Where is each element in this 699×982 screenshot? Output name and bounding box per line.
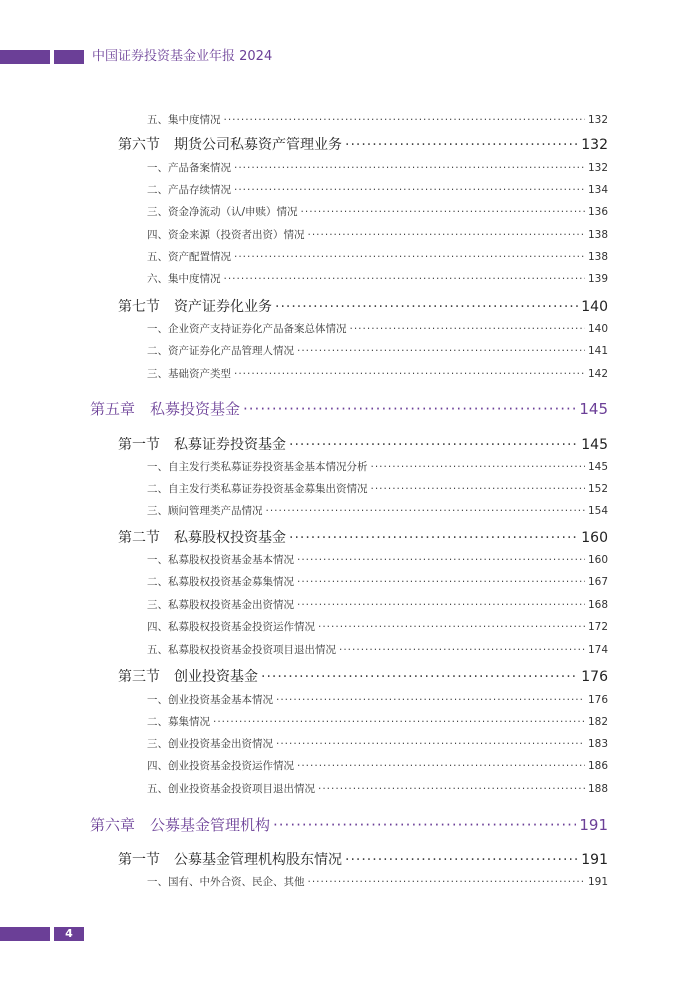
toc-chapter-entry[interactable] <box>90 398 608 419</box>
toc-entry-page: 182 <box>587 716 608 728</box>
toc-leader-dots <box>266 505 585 517</box>
toc-entry-title: 六、集中度情况 <box>147 273 221 285</box>
toc-entry-title: 一、自主发行类私募证券投资基金基本情况分析 <box>147 461 368 473</box>
toc-leader-dots <box>261 669 578 685</box>
toc-section-entry[interactable] <box>118 849 608 869</box>
toc-sub-entry[interactable] <box>147 160 608 175</box>
toc-sub-entry[interactable] <box>147 714 608 729</box>
toc-leader-dots <box>224 273 585 285</box>
toc-sub-entry[interactable] <box>147 481 608 496</box>
toc-section-entry[interactable] <box>118 134 608 154</box>
toc-entry-title: 第六章 公募基金管理机构 <box>90 816 271 834</box>
toc-leader-dots <box>243 400 576 418</box>
toc-sub-entry[interactable] <box>147 227 608 242</box>
page-number: 4 <box>54 927 84 941</box>
toc-chapter-entry[interactable] <box>90 814 608 835</box>
toc-entry-title: 第二节 私募股权投资基金 <box>118 530 286 546</box>
toc-entry-title: 五、私募股权投资基金投资项目退出情况 <box>147 644 336 656</box>
toc-leader-dots <box>308 876 585 888</box>
toc-entry-page: 154 <box>587 505 608 517</box>
toc-entry-title: 四、创业投资基金投资运作情况 <box>147 760 294 772</box>
toc-entry-page: 140 <box>587 323 608 335</box>
toc-entry-page: 186 <box>587 760 608 772</box>
toc-sub-entry[interactable] <box>147 781 608 796</box>
toc-leader-dots <box>289 530 578 546</box>
toc-entry-title: 第六节 期货公司私募资产管理业务 <box>118 137 342 153</box>
toc-entry-page: 138 <box>587 229 608 241</box>
toc-entry-title: 二、资产证券化产品管理人情况 <box>147 345 294 357</box>
toc-leader-dots <box>276 738 585 750</box>
toc-sub-entry[interactable] <box>147 112 608 127</box>
toc-sub-entry[interactable] <box>147 459 608 474</box>
toc-sub-entry[interactable] <box>147 503 608 518</box>
toc-leader-dots <box>318 783 585 795</box>
toc-entry-title: 一、国有、中外合资、民企、其他 <box>147 876 305 888</box>
toc-entry-title: 二、募集情况 <box>147 716 210 728</box>
toc-entry-title: 第三节 创业投资基金 <box>118 669 258 685</box>
toc-entry-title: 二、私募股权投资基金募集情况 <box>147 576 294 588</box>
toc-entry-page: 191 <box>587 876 608 888</box>
toc-entry-page: 188 <box>587 783 608 795</box>
toc-entry-page: 176 <box>587 694 608 706</box>
toc-leader-dots <box>308 229 585 241</box>
toc-entry-title: 第五章 私募投资基金 <box>90 400 241 418</box>
toc-sub-entry[interactable] <box>147 758 608 773</box>
toc-sub-entry[interactable] <box>147 343 608 358</box>
toc-entry-page: 142 <box>587 368 608 380</box>
toc-entry-page: 138 <box>587 251 608 263</box>
toc-entry-page: 160 <box>581 530 608 546</box>
toc-sub-entry[interactable] <box>147 204 608 219</box>
toc-sub-entry[interactable] <box>147 552 608 567</box>
toc-sub-entry[interactable] <box>147 874 608 889</box>
toc-leader-dots <box>371 483 585 495</box>
toc-entry-page: 132 <box>587 162 608 174</box>
toc-leader-dots <box>297 554 585 566</box>
toc-entry-page: 145 <box>587 461 608 473</box>
toc-entry-page: 140 <box>581 299 608 315</box>
toc-leader-dots <box>234 368 585 380</box>
toc-entry-page: 167 <box>587 576 608 588</box>
toc-leader-dots <box>297 576 585 588</box>
toc-entry-title: 五、创业投资基金投资项目退出情况 <box>147 783 315 795</box>
toc-sub-entry[interactable] <box>147 692 608 707</box>
toc-leader-dots <box>275 299 578 315</box>
toc-leader-dots <box>276 694 585 706</box>
toc-leader-dots <box>224 114 585 126</box>
toc-leader-dots <box>234 251 585 263</box>
toc-entry-page: 141 <box>587 345 608 357</box>
toc-leader-dots <box>213 716 585 728</box>
toc-entry-page: 160 <box>587 554 608 566</box>
toc-entry-title: 第七节 资产证券化业务 <box>118 299 272 315</box>
toc-entry-title: 一、创业投资基金基本情况 <box>147 694 273 706</box>
toc-section-entry[interactable] <box>118 434 608 454</box>
toc-sub-entry[interactable] <box>147 642 608 657</box>
toc-sub-entry[interactable] <box>147 366 608 381</box>
toc-entry-page: 152 <box>587 483 608 495</box>
toc-entry-title: 四、私募股权投资基金投资运作情况 <box>147 621 315 633</box>
toc-entry-title: 三、私募股权投资基金出资情况 <box>147 599 294 611</box>
toc-entry-page: 176 <box>581 669 608 685</box>
toc-entry-title: 四、资金来源（投资者出资）情况 <box>147 229 305 241</box>
toc-sub-entry[interactable] <box>147 271 608 286</box>
toc-entry-title: 二、产品存续情况 <box>147 184 231 196</box>
toc-entry-title: 二、自主发行类私募证券投资基金募集出资情况 <box>147 483 368 495</box>
toc-entry-page: 134 <box>587 184 608 196</box>
toc-entry-title: 五、集中度情况 <box>147 114 221 126</box>
toc-entry-title: 一、企业资产支持证券化产品备案总体情况 <box>147 323 347 335</box>
toc-leader-dots <box>234 184 585 196</box>
toc-leader-dots <box>345 852 578 868</box>
toc-leader-dots <box>297 760 585 772</box>
toc-sub-entry[interactable] <box>147 182 608 197</box>
toc-entry-title: 一、产品备案情况 <box>147 162 231 174</box>
toc-entry-page: 139 <box>587 273 608 285</box>
toc-section-entry[interactable] <box>118 666 608 686</box>
toc-entry-title: 三、资金净流动（认/申赎）情况 <box>147 206 298 218</box>
footer-bar <box>0 927 50 941</box>
toc-section-entry[interactable] <box>118 527 608 547</box>
toc-leader-dots <box>297 599 585 611</box>
toc-leader-dots <box>289 437 578 453</box>
toc-entry-page: 183 <box>587 738 608 750</box>
toc-entry-page: 191 <box>579 816 608 834</box>
toc-entry-title: 三、创业投资基金出资情况 <box>147 738 273 750</box>
toc-entry-title: 一、私募股权投资基金基本情况 <box>147 554 294 566</box>
header-bar-left <box>0 50 50 64</box>
toc-section-entry[interactable] <box>118 296 608 316</box>
toc-leader-dots <box>234 162 585 174</box>
toc-entry-page: 172 <box>587 621 608 633</box>
toc-leader-dots <box>339 644 585 656</box>
toc-entry-page: 174 <box>587 644 608 656</box>
toc-leader-dots <box>350 323 585 335</box>
header-bar-right <box>54 50 84 64</box>
toc-leader-dots <box>371 461 585 473</box>
toc-entry-title: 第一节 私募证券投资基金 <box>118 437 286 453</box>
toc-entry-page: 132 <box>587 114 608 126</box>
toc-entry-page: 145 <box>581 437 608 453</box>
toc-leader-dots <box>318 621 585 633</box>
toc-entry-title: 第一节 公募基金管理机构股东情况 <box>118 852 342 868</box>
toc-sub-entry[interactable] <box>147 597 608 612</box>
toc-leader-dots <box>345 137 578 153</box>
toc-entry-page: 168 <box>587 599 608 611</box>
toc-entry-page: 136 <box>587 206 608 218</box>
toc-sub-entry[interactable] <box>147 249 608 264</box>
toc-sub-entry[interactable] <box>147 619 608 634</box>
toc-entry-title: 五、资产配置情况 <box>147 251 231 263</box>
toc-entry-page: 132 <box>581 137 608 153</box>
toc-sub-entry[interactable] <box>147 321 608 336</box>
header-title: 中国证券投资基金业年报 2024 <box>92 49 273 64</box>
toc-leader-dots <box>273 816 576 834</box>
toc-entry-title: 三、基础资产类型 <box>147 368 231 380</box>
toc-entry-page: 191 <box>581 852 608 868</box>
toc-entry-page: 145 <box>579 400 608 418</box>
toc-sub-entry[interactable] <box>147 736 608 751</box>
toc-leader-dots <box>301 206 585 218</box>
toc-leader-dots <box>297 345 585 357</box>
toc-sub-entry[interactable] <box>147 574 608 589</box>
toc-entry-title: 三、顾问管理类产品情况 <box>147 505 263 517</box>
